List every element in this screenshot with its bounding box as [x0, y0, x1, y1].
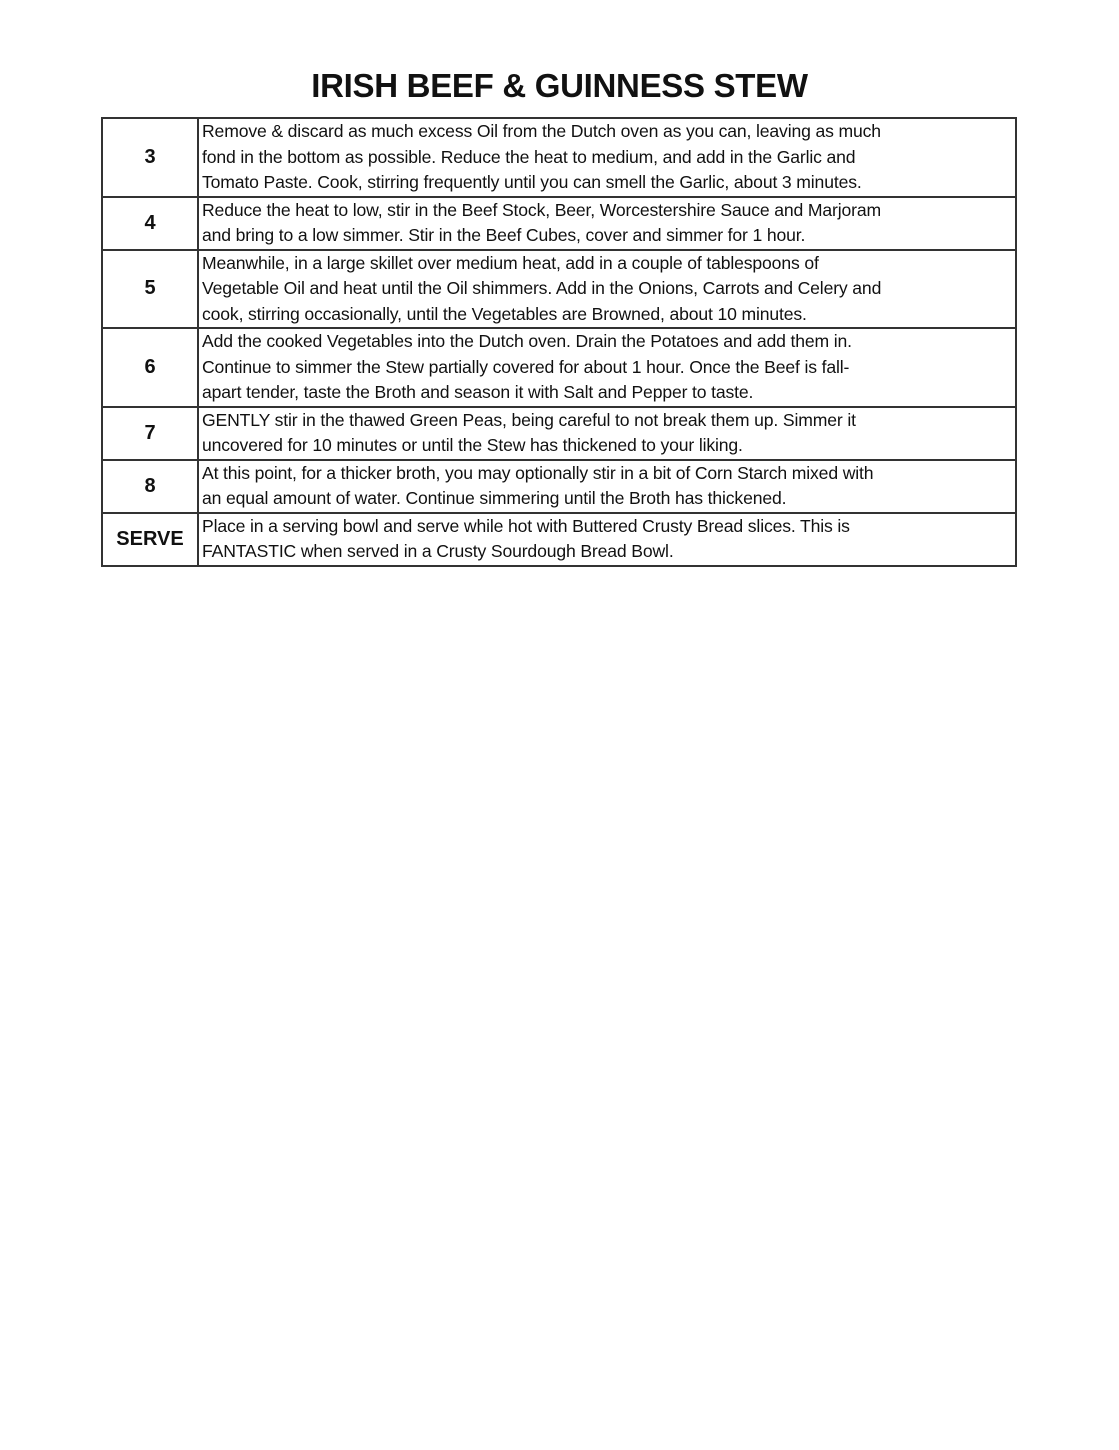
step-number: 6 [102, 328, 198, 407]
serve-row [102, 513, 1016, 566]
recipe-title: IRISH BEEF & GUINNESS STEW [311, 67, 808, 104]
step-text: Remove & discard as much excess Oil from the Dutch oven as you can, leaving as much fond in the bottom as possible. Reduce the heat to medium, and add in the Garlic and Tomato Paste. Cook, stirring frequently until you can smell the Garlic, about 3 minutes. [198, 118, 1016, 197]
serve-label: SERVE [102, 513, 198, 566]
step-number: 3 [102, 118, 198, 197]
step-row [102, 250, 1016, 329]
step-text: Meanwhile, in a large skillet over medium heat, add in a couple of tablespoons of Vegetable Oil and heat until the Oil shimmers. Add in the Onions, Carrots and Celery and cook, stirring occasionally, until the Vegetables are Browned, about 10 minutes. [198, 250, 1016, 329]
step-row [102, 197, 1016, 250]
step-number: 8 [102, 460, 198, 513]
step-row [102, 460, 1016, 513]
serve-text: Place in a serving bowl and serve while hot with Buttered Crusty Bread slices. This is FANTASTIC when served in a Crusty Sourdough Bread Bowl. [198, 513, 1016, 566]
step-row [102, 407, 1016, 460]
step-text: GENTLY stir in the thawed Green Peas, being careful to not break them up. Simmer it uncovered for 10 minutes or until the Stew has thickened to your liking. [198, 407, 1016, 460]
step-number: 5 [102, 250, 198, 329]
step-number: 7 [102, 407, 198, 460]
step-text: Add the cooked Vegetables into the Dutch oven. Drain the Potatoes and add them in. Continue to simmer the Stew partially covered for about 1 hour. Once the Beef is fall- apart tender, taste the Broth and season it with Salt and Pepper to taste. [198, 328, 1016, 407]
step-row [102, 118, 1016, 197]
step-number: 4 [102, 197, 198, 250]
recipe-steps-table [101, 117, 1017, 567]
step-text: Reduce the heat to low, stir in the Beef Stock, Beer, Worcestershire Sauce and Marjoram and bring to a low simmer. Stir in the Beef Cubes, cover and simmer for 1 hour. [198, 197, 1016, 250]
step-text: At this point, for a thicker broth, you may optionally stir in a bit of Corn Starch mixed with an equal amount of water. Continue simmering until the Broth has thickened. [198, 460, 1016, 513]
step-row [102, 328, 1016, 407]
